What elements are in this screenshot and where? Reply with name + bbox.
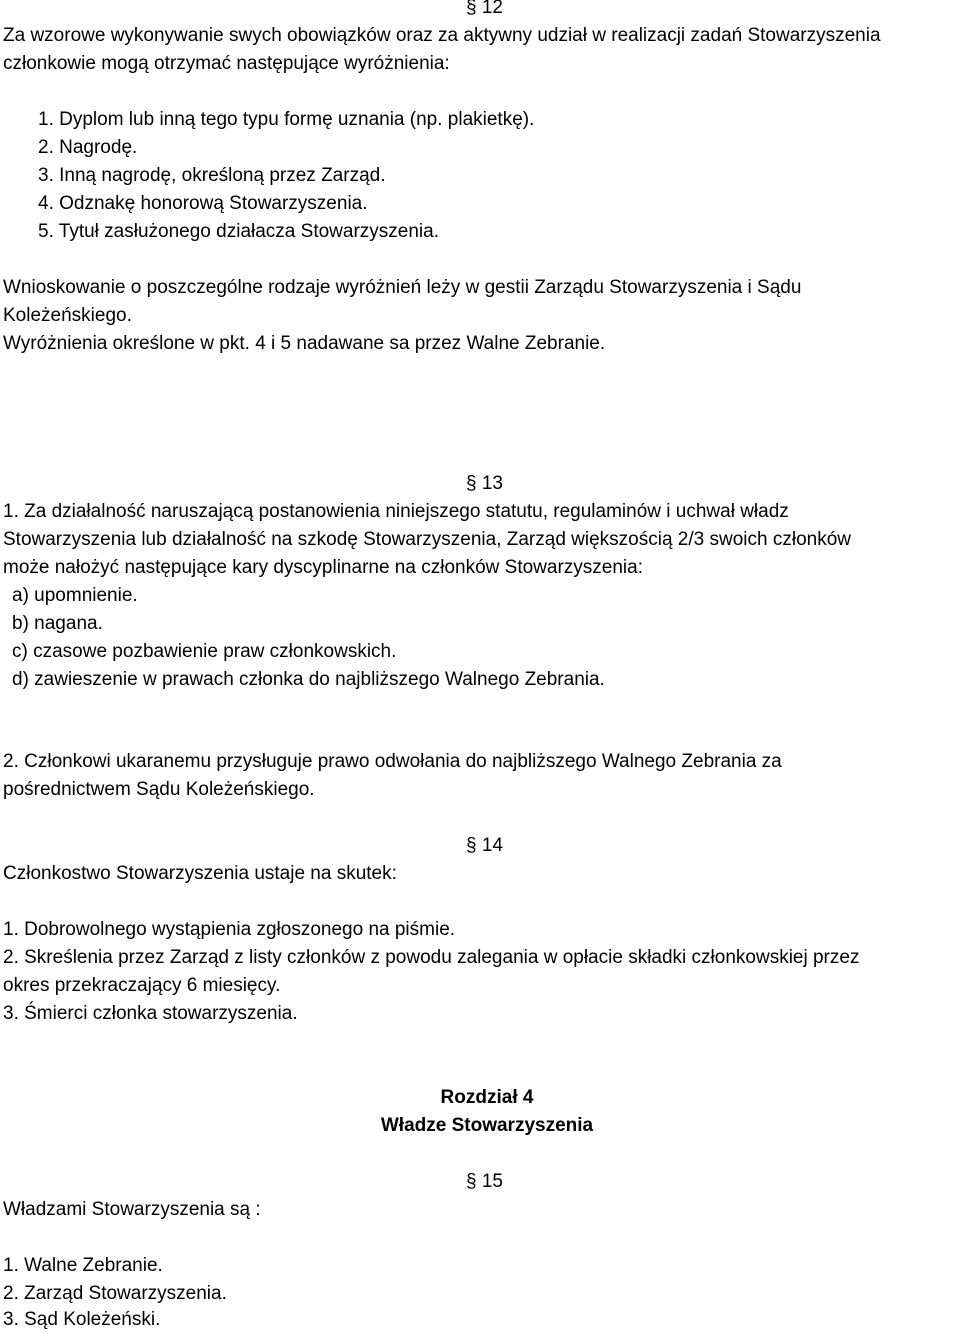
section-12-intro-line-1: Za wzorowe wykonywanie swych obowiązków oraz za aktywny udział w realizacji zadań Stowarzyszenia xyxy=(3,25,881,46)
section-12-paragraph-2: Wyróżnienia określone w pkt. 4 i 5 nadawane sa przez Walne Zebranie. xyxy=(3,333,606,354)
chapter-number: Rozdział 4 xyxy=(440,1087,534,1108)
list-item: 3. Inną nagrodę, określoną przez Zarząd. xyxy=(38,165,386,186)
section-14-item-2-line-1: 2. Skreślenia przez Zarząd z listy członków z powodu zalegania w opłacie składki członkowskiej przez xyxy=(3,947,860,968)
section-12-intro-line-2: członkowie mogą otrzymać następujące wyróżnienia: xyxy=(3,53,450,74)
list-item: b) nagana. xyxy=(12,613,103,634)
section-14-item-1: 1. Dobrowolnego wystąpienia zgłoszonego na piśmie. xyxy=(3,919,456,940)
section-12-heading: § 12 xyxy=(466,0,503,18)
section-13-paragraph-1-line-1: 1. Za działalność naruszającą postanowienia niniejszego statutu, regulaminów i uchwał władz xyxy=(3,501,789,522)
list-item: 1. Dyplom lub inną tego typu formę uznania (np. plakietkę). xyxy=(38,109,535,130)
list-item: a) upomnienie. xyxy=(12,585,138,606)
section-13-paragraph-2-line-1: 2. Członkowi ukaranemu przysługuje prawo odwołania do najbliższego Walnego Zebrania za xyxy=(3,751,782,772)
section-13-heading: § 13 xyxy=(466,473,503,494)
section-14-heading: § 14 xyxy=(466,835,503,856)
section-12-paragraph-1-line-2: Koleżeńskiego. xyxy=(3,305,132,326)
list-item: d) zawieszenie w prawach członka do najbliższego Walnego Zebrania. xyxy=(12,669,605,690)
list-item: 2. Zarząd Stowarzyszenia. xyxy=(3,1283,227,1304)
list-item: c) czasowe pozbawienie praw członkowskich. xyxy=(12,641,397,662)
section-12-paragraph-1-line-1: Wnioskowanie o poszczególne rodzaje wyróżnień leży w gestii Zarządu Stowarzyszenia i Sądu xyxy=(3,277,802,298)
section-14-item-2-line-2: okres przekraczający 6 miesięcy. xyxy=(3,975,281,996)
list-item: 4. Odznakę honorową Stowarzyszenia. xyxy=(38,193,368,214)
list-item: 1. Walne Zebranie. xyxy=(3,1255,163,1276)
list-item: 2. Nagrodę. xyxy=(38,137,138,158)
section-15-intro: Władzami Stowarzyszenia są : xyxy=(3,1199,261,1220)
list-item: 3. Sąd Koleżeński. xyxy=(3,1309,161,1330)
section-14-item-3: 3. Śmierci członka stowarzyszenia. xyxy=(3,1003,298,1024)
section-15-heading: § 15 xyxy=(466,1171,503,1192)
list-item: 5. Tytuł zasłużonego działacza Stowarzyszenia. xyxy=(38,221,439,242)
section-13-paragraph-2-line-2: pośrednictwem Sądu Koleżeńskiego. xyxy=(3,779,315,800)
section-13-paragraph-1-line-3: może nałożyć następujące kary dyscyplinarne na członków Stowarzyszenia: xyxy=(3,557,643,578)
chapter-title: Władze Stowarzyszenia xyxy=(380,1115,594,1136)
section-13-paragraph-1-line-2: Stowarzyszenia lub działalność na szkodę Stowarzyszenia, Zarząd większością 2/3 swoich członków xyxy=(3,529,851,550)
section-14-intro: Członkostwo Stowarzyszenia ustaje na skutek: xyxy=(3,863,397,884)
